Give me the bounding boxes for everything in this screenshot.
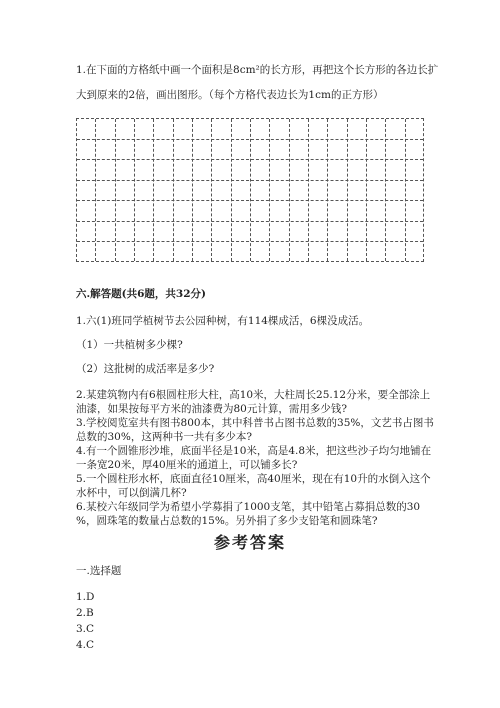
s6-question-3-line-1: 3.学校阅览室共有图书800本，其中科普书占图书总数的35%，文艺书占图书: [76, 417, 434, 429]
s6-question-4-line-1: 4.有一个圆锥形沙堆，底面半径是10米，高是4.8米，把这些沙子均匀地铺在: [76, 445, 432, 457]
s6-question-6-line-1: 6.某校六年级同学为希望小学募捐了1000支笔，其中铅笔占募捐总数的30: [76, 501, 421, 513]
s6-question-4-line-2: 一条宽20米，厚40厘米的通道上，可以铺多长?: [76, 459, 298, 471]
grid-line-horizontal: [77, 200, 423, 201]
grid-line-horizontal: [77, 180, 423, 181]
s6-question-5-line-2: 水杯中，可以倒满几杯?: [76, 487, 187, 499]
s6-question-2-line-1: 2.某建筑物内有6根圆柱形大柱，高10米，大柱周长25.12分米，要全部涂上: [76, 389, 431, 401]
answer-item: 1.D: [76, 591, 95, 603]
section-6-title: 六.解答题(共6题，共32分): [76, 288, 207, 300]
grid-line-horizontal: [77, 221, 423, 222]
grid-line-vertical: [153, 119, 154, 261]
grid-line-vertical: [95, 119, 96, 261]
s6-question-1: 1.六(1)班同学植树节去公园种树，有114棵成活，6棵没成活。: [76, 315, 370, 327]
grid-line-vertical: [327, 119, 328, 261]
question-1-line-2: 大到原来的2倍，画出图形。（每个方格代表边长为1cm的正方形）: [76, 89, 384, 101]
grid-line-horizontal: [77, 159, 423, 160]
grid-line-horizontal: [77, 139, 423, 140]
grid-line-vertical: [231, 119, 232, 261]
square-grid-paper[interactable]: [76, 118, 424, 262]
question-1-line-1: 1.在下面的方格纸中画一个面积是8cm²的长方形，再把这个长方形的各边长扩: [76, 64, 439, 76]
grid-line-vertical: [211, 119, 212, 261]
grid-line-horizontal: [77, 241, 423, 242]
grid-line-vertical: [269, 119, 270, 261]
answer-section-title: 一.选择题: [76, 565, 122, 577]
grid-line-vertical: [250, 119, 251, 261]
grid-line-vertical: [347, 119, 348, 261]
answer-item: 4.C: [76, 639, 95, 651]
grid-line-vertical: [115, 119, 116, 261]
grid-line-vertical: [134, 119, 135, 261]
grid-line-vertical: [192, 119, 193, 261]
answer-item: 3.C: [76, 623, 95, 635]
grid-line-vertical: [308, 119, 309, 261]
answer-key-title: 参考答案: [213, 533, 286, 552]
grid-line-vertical: [289, 119, 290, 261]
grid-line-vertical: [385, 119, 386, 261]
grid-line-vertical: [173, 119, 174, 261]
s6-question-1-part-2: （2）这批树的成活率是多少?: [76, 363, 215, 375]
answer-item: 2.B: [76, 607, 94, 619]
s6-question-2-line-2: 油漆，如果按每平方米的油漆费为80元计算，需用多少钱?: [76, 403, 347, 415]
s6-question-6-line-2: %，圆珠笔的数量占总数的15%。另外捐了多少支铅笔和圆珠笔?: [76, 515, 378, 527]
s6-question-1-part-1: （1）一共植树多少棵?: [76, 339, 183, 351]
grid-line-vertical: [405, 119, 406, 261]
grid-line-vertical: [366, 119, 367, 261]
s6-question-3-line-2: 总数的30%，这两种书一共有多少本?: [76, 431, 252, 443]
s6-question-5-line-1: 5.一个圆柱形水杯，底面直径10厘米，高40厘米，现在有10升的水倒入这个: [76, 473, 431, 485]
